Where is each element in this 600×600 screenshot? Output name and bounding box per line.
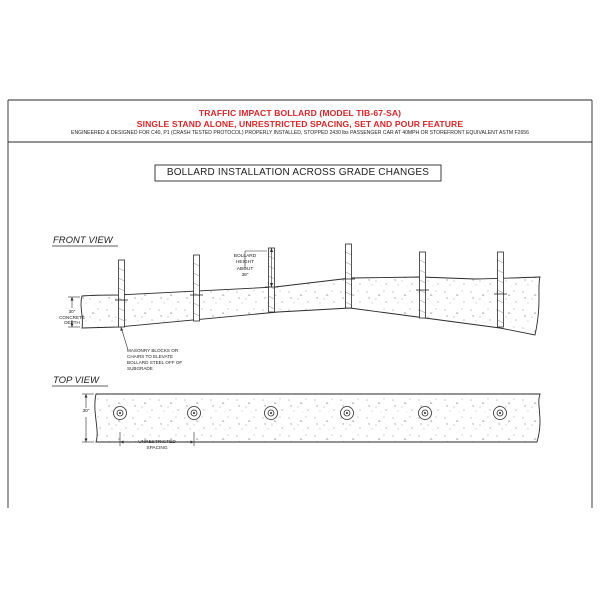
front-concrete-slab [81, 277, 540, 335]
plan-bollard-4 [341, 407, 354, 420]
concrete-depth-note: 30" CONCRETE DEPTH [59, 309, 85, 326]
bollard-height-note: BOLLARD HEIGHT ABOUT 36" [233, 254, 257, 279]
masonry-note: MASONRY BLOCKS OR CHAIRS TO ELEVATE BOLLARD STEEL OFF OF SUBGRADE [127, 348, 183, 371]
plan-bollard-5 [419, 407, 432, 420]
plan-bollard-3 [265, 407, 278, 420]
masonry-leader [120, 327, 128, 350]
drawing-title: BOLLARD INSTALLATION ACROSS GRADE CHANGES [166, 167, 430, 178]
front-view-label: FRONT VIEW [53, 235, 113, 246]
plan-bollard-6 [494, 407, 507, 420]
sheet-subtitle-red: SINGLE STAND ALONE, UNRESTRICTED SPACING, SET AND POUR FEATURE [136, 119, 464, 129]
spacing-note: UNRESTRICTED SPACING [138, 440, 176, 452]
plan-bollard-2 [188, 407, 201, 420]
top-view [52, 386, 540, 446]
plan-bollard-1 [114, 407, 127, 420]
top-view-label: TOP VIEW [53, 375, 99, 386]
sheet-title: TRAFFIC IMPACT BOLLARD (MODEL TIB-67-SA) [198, 108, 402, 118]
certification-note: ENGINEERED & DESIGNED FOR C40, P1 (CRASH TESTED PROTOCOL) PROPERLY INSTALLED, STOPPED 2430 lbs PASSENGER CAR AT 40MPH OR STOREFRONT EQUIVALENT ASTM F2656 [71, 130, 529, 136]
top-concrete-slab [95, 394, 540, 442]
width-dimension [82, 394, 94, 442]
width-note: 30" [82, 409, 90, 414]
front-view [52, 244, 540, 350]
